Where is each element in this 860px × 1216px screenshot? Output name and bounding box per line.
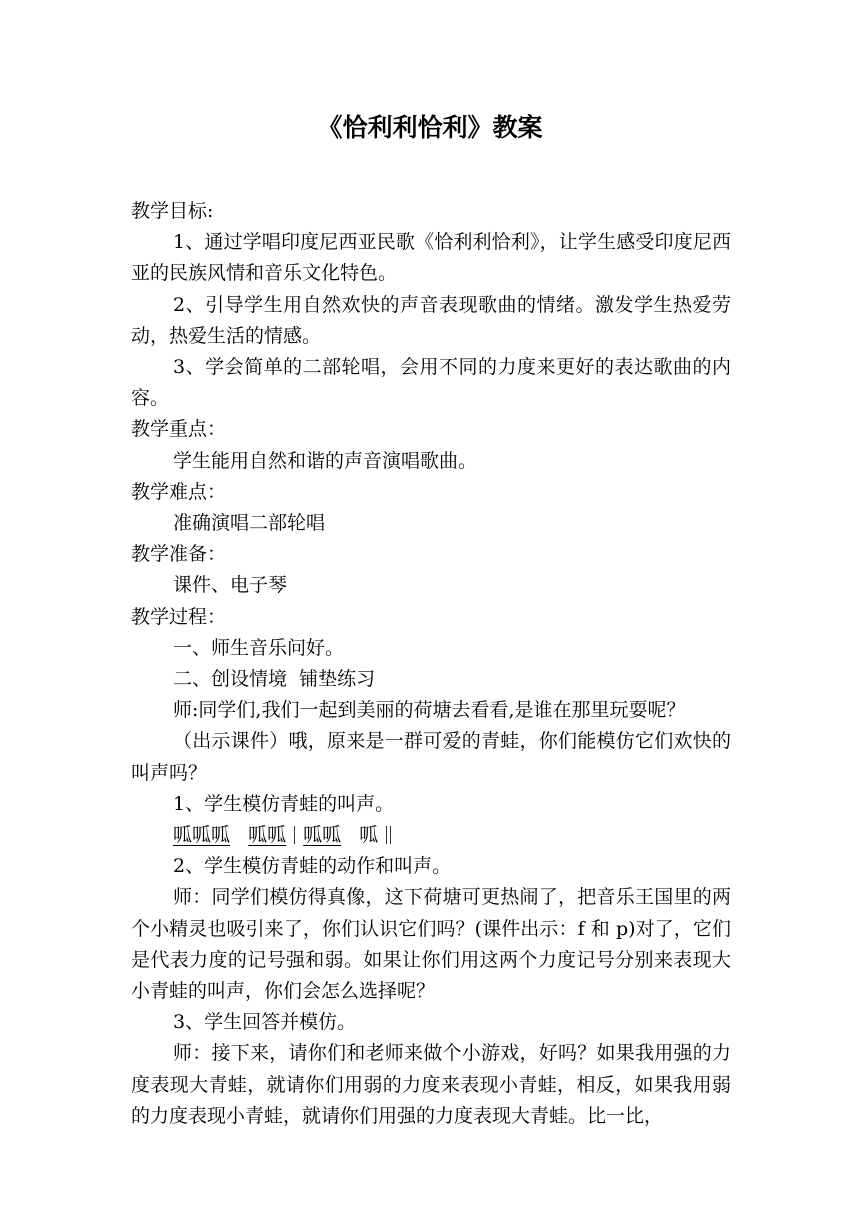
process-step: 二、创设情境 铺垫练习 xyxy=(173,668,376,691)
preparation-heading: 教学准备： xyxy=(131,543,227,566)
key-points-text: 学生能用自然和谐的声音演唱歌曲。 xyxy=(173,449,478,472)
teacher-line: 师:同学们,我们一起到美丽的荷塘去看看,是谁在那里玩耍呢？ xyxy=(173,699,686,722)
difficulty-text: 准确演唱二部轮唱 xyxy=(173,512,326,535)
objectives-heading: 教学目标: xyxy=(131,200,214,222)
process-item: 1、学生模仿青蛙的叫声。 xyxy=(173,792,395,815)
objective-item: 2、引导学生用自然欢快的声音表现歌曲的情绪。激发学生热爱劳动，热爱生活的情感。 xyxy=(131,293,731,347)
rhythm-beat: 呱 xyxy=(359,824,379,847)
difficulty-heading: 教学难点： xyxy=(131,480,227,503)
rhythm-beat: 呱呱 xyxy=(303,824,342,847)
bar-line xyxy=(390,826,391,844)
bar-line xyxy=(386,826,387,844)
document-body xyxy=(131,196,731,1132)
process-item: 2、学生模仿青蛙的动作和叫声。 xyxy=(173,855,452,878)
process-item: 3、学生回答并模仿。 xyxy=(173,1011,357,1034)
bar-line xyxy=(294,826,295,844)
rhythm-beat: 呱呱 xyxy=(248,824,287,847)
preparation-text: 课件、电子琴 xyxy=(173,574,288,597)
objective-item: 1、通过学唱印度尼西亚民歌《恰利利恰利》，让学生感受印度尼西亚的民族风情和音乐文化特色。 xyxy=(131,231,731,285)
teacher-line: 师：同学们模仿得真像，这下荷塘可更热闹了，把音乐王国里的两个小精灵也吸引来了，你们认识它们吗？(课件出示：f 和 p)对了，它们是代表力度的记号强和弱。如果让你们用这两个力度记号分别来表现大小青蛙的叫声，你们会怎么选择呢？ xyxy=(131,886,731,1003)
rhythm-beat: 呱呱呱 xyxy=(173,824,231,847)
teacher-line: （出示课件）哦，原来是一群可爱的青蛙，你们能模仿它们欢快的叫声吗？ xyxy=(131,730,731,784)
process-step: 一、师生音乐问好。 xyxy=(173,636,345,659)
rhythm-notation xyxy=(131,820,731,851)
document-title: 《恰利利恰利》教案 xyxy=(317,113,543,142)
process-heading: 教学过程： xyxy=(131,605,227,628)
teacher-line: 师：接下来，请你们和老师来做个小游戏，好吗？如果我用强的力度表现大青蛙，就请你们用弱的力度来表现小青蛙，相反，如果我用弱的力度表现小青蛙，就请你们用强的力度表现大青蛙。比一比， xyxy=(131,1042,731,1127)
objective-item: 3、学会简单的二部轮唱，会用不同的力度来更好的表达歌曲的内容。 xyxy=(131,356,731,410)
key-points-heading: 教学重点： xyxy=(131,418,227,441)
